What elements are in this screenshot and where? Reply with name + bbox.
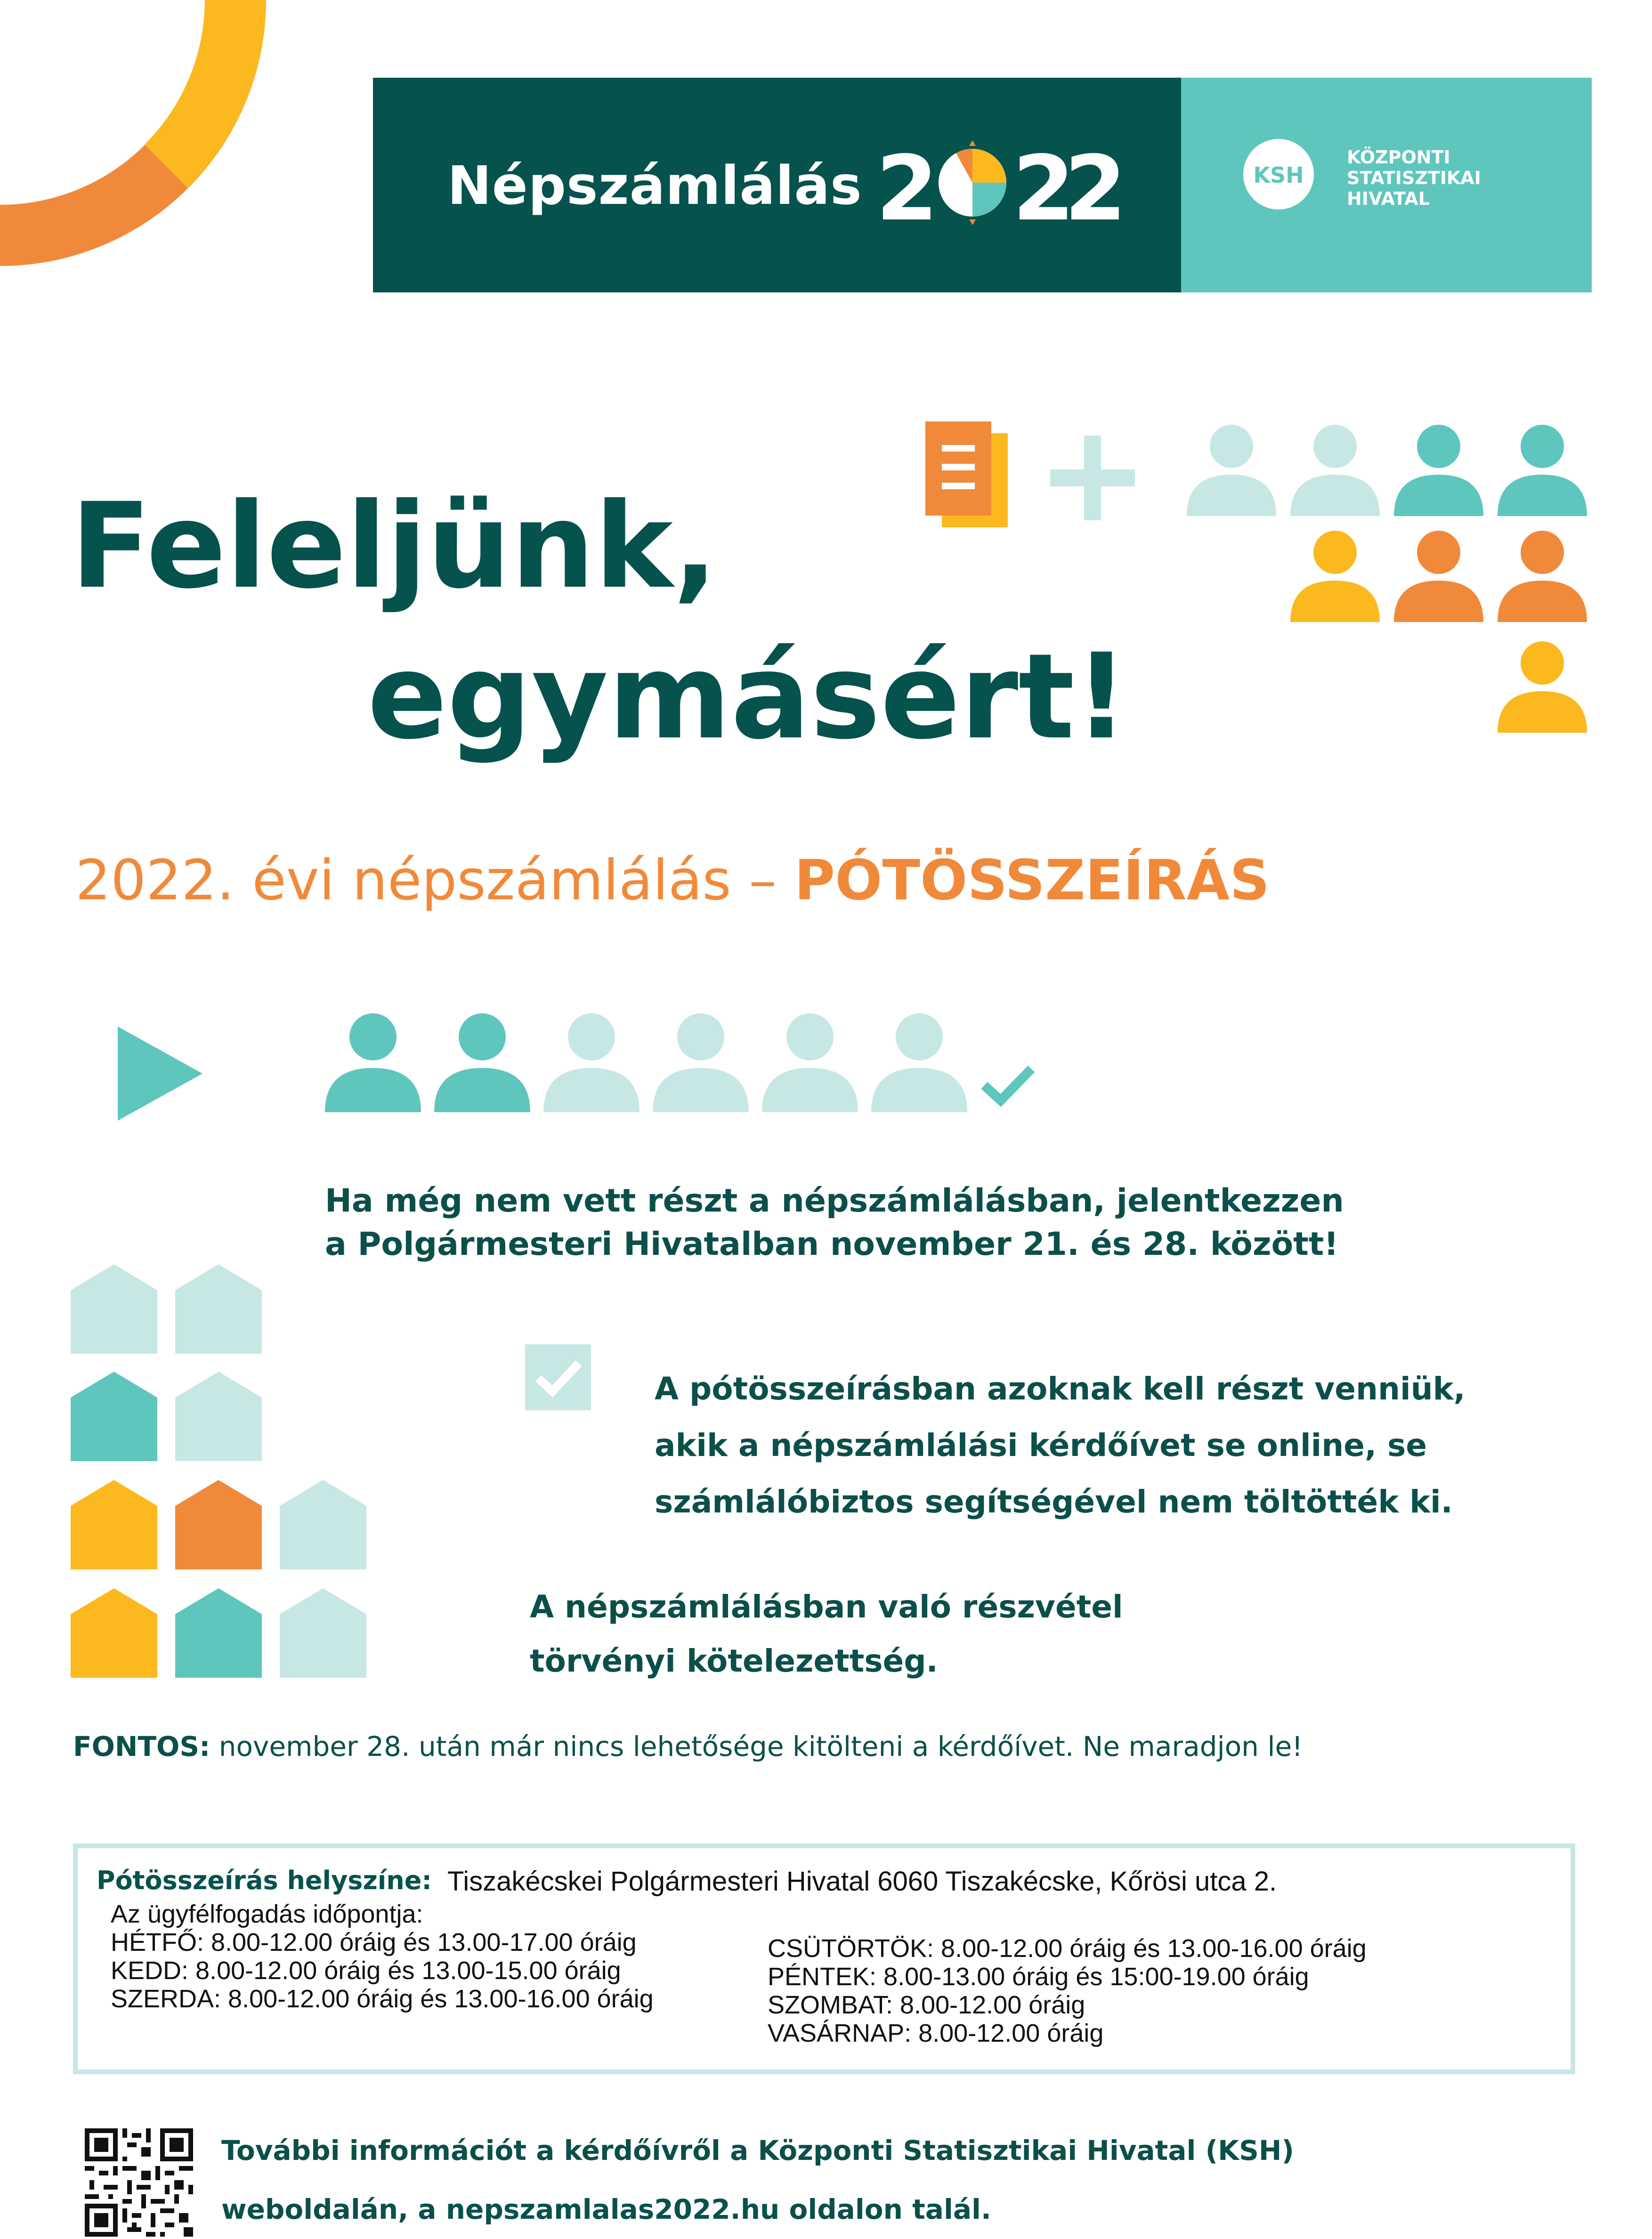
- eligibility-line: akik a népszámlálási kérdőívet se online, se: [655, 1427, 1427, 1463]
- intro-text: [325, 1180, 1361, 1266]
- title-line: Feleljünk,: [71, 477, 718, 614]
- footer-info: [221, 2121, 1587, 2239]
- hours-line: VASÁRNAP: 8.00-12.00 óráig: [768, 2019, 1104, 2047]
- subtitle-prefix: 2022. évi népszámlálás –: [75, 848, 794, 913]
- corner-arc-decoration: [0, 0, 301, 301]
- hours-left-column: [111, 1900, 654, 2013]
- subtitle-emphasis: PÓTÖSSZEÍRÁS: [794, 848, 1270, 913]
- year-digit: 2: [876, 137, 939, 241]
- eligibility-line: A pótösszeírásban azoknak kell részt venniük,: [655, 1371, 1466, 1407]
- checkmark-icon: [980, 1062, 1036, 1109]
- notice-text: november 28. után már nincs lehetősége kitölteni a kérdőívet. Ne maradjon le!: [210, 1730, 1303, 1762]
- year-digit: 2: [1012, 137, 1075, 241]
- hours-right-column: [768, 1934, 1367, 2047]
- subtitle: [75, 848, 1270, 913]
- org-name-line: KÖZPONTI: [1347, 147, 1450, 168]
- footer-suffix: oldalon talál.: [779, 2193, 991, 2225]
- legal-line: A népszámlálásban való részvétel: [530, 1589, 1123, 1625]
- ksh-logo-abbr: KSH: [1253, 162, 1304, 188]
- people-progress-row: [325, 1012, 1060, 1130]
- important-notice: [73, 1730, 1303, 1762]
- footer-line: További információt a kérdőívről a Központi Statisztikai Hivatal (KSH): [221, 2134, 1294, 2166]
- ksh-org-name: [1347, 147, 1481, 209]
- qr-code-icon: [85, 2128, 193, 2237]
- legal-line: törvényi kötelezettség.: [530, 1643, 938, 1679]
- legal-obligation-text: [530, 1580, 1283, 1688]
- checkbox-checked-icon: [525, 1344, 591, 1410]
- footer-prefix: weboldalán, a: [221, 2193, 446, 2225]
- play-arrow-icon: [118, 1027, 207, 1121]
- notice-label: FONTOS:: [73, 1730, 211, 1762]
- year-digit: 2: [1064, 137, 1127, 241]
- intro-line: a Polgármesteri Hivatalban november 21. és 28. között!: [325, 1226, 1339, 1263]
- org-name-line: HIVATAL: [1347, 188, 1430, 209]
- hours-line: HÉTFŐ: 8.00-12.00 óráig és 13.00-17.00 óráig: [111, 1928, 637, 1956]
- hours-line: CSÜTÖRTÖK: 8.00-12.00 óráig és 13.00-16.00 óráig: [768, 1934, 1367, 1963]
- location-value: Tiszakécskei Polgármesteri Hivatal 6060 Tiszakécske, Kőrösi utca 2.: [447, 1866, 1277, 1897]
- hours-line: KEDD: 8.00-12.00 óráig és 13.00-15.00 óráig: [111, 1956, 621, 1985]
- hours-line: PÉNTEK: 8.00-13.00 óráig és 15:00-19.00 óráig: [768, 1963, 1309, 1991]
- people-group-illustration: [1187, 424, 1592, 744]
- hours-line: SZERDA: 8.00-12.00 óráig és 13.00-16.00 óráig: [111, 1985, 654, 2013]
- hours-line: SZOMBAT: 8.00-12.00 óráig: [768, 1991, 1085, 2019]
- intro-line: Ha még nem vett részt a népszámlálásban, jelentkezzen: [325, 1182, 1344, 1220]
- hours-heading: Az ügyfélfogadás időpontja:: [111, 1900, 423, 1928]
- org-name-line: STATISZTIKAI: [1347, 168, 1481, 188]
- eligibility-text: [655, 1361, 1573, 1530]
- title-line: egymásért!: [367, 628, 1128, 765]
- campaign-word: Népszámlálás: [447, 155, 862, 217]
- footer-line: [221, 2180, 1587, 2239]
- year-pie-zero-icon: [932, 140, 1012, 225]
- website-link[interactable]: nepszamlalas2022.hu: [445, 2193, 780, 2225]
- location-label: Pótösszeírás helyszíne:: [97, 1866, 432, 1895]
- eligibility-line: számlálóbiztos segítségével nem töltötték ki.: [655, 1484, 1453, 1520]
- main-title: [71, 471, 1128, 772]
- houses-grid-illustration: [71, 1264, 377, 1679]
